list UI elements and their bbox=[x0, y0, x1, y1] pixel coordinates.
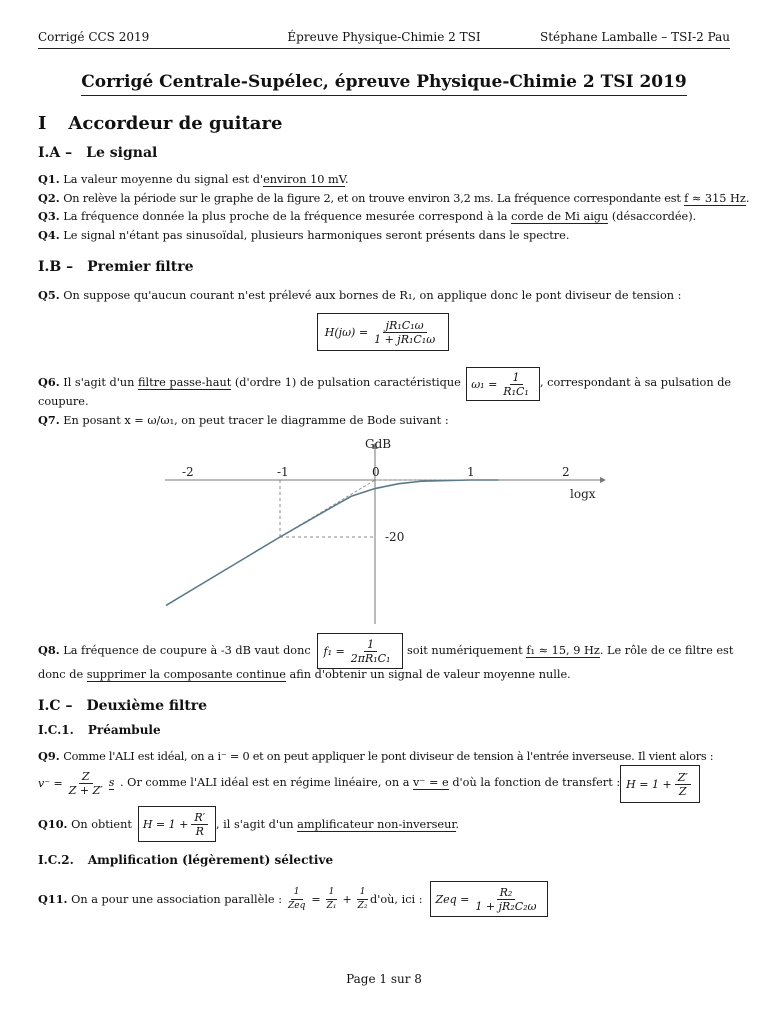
section-heading-a: I.A – Le signal bbox=[38, 145, 158, 161]
series-asymptote bbox=[166, 480, 499, 605]
x-tick-label: -2 bbox=[182, 465, 194, 479]
q11-inline-equation: $\frac{1}{\text{Zeq}}$ = $\frac{1}{\text{Z₁}}$ + $\frac{1}{\text{Z₂}}$ bbox=[288, 886, 368, 911]
q11-paragraph: Q11. On a pour une association parallèle : bbox=[38, 892, 283, 906]
q6-paragraph-line2: coupure. bbox=[38, 395, 89, 408]
q9-equation-box: H = 1 + $\frac{Z'}{Z}$ bbox=[620, 765, 700, 803]
q6-paragraph-end: , correspondant à sa pulsation de bbox=[540, 376, 732, 389]
section-heading-c: I.C – Deuxième filtre bbox=[38, 698, 208, 714]
q6-equation-box: ω₁ = $\frac{1}{\text{R₁C₁}}$ bbox=[466, 367, 540, 401]
document-title: Corrigé Centrale-Supélec, épreuve Physique-Chimie 2 TSI 2019 bbox=[0, 72, 768, 92]
q8-paragraph-line2: donc de supprimer la composante continue afin d'obtenir un signal de valeur moyenne nulle. bbox=[38, 668, 571, 681]
x-tick-label: -1 bbox=[277, 465, 289, 479]
q8-paragraph-mid: soit numériquement f₁ ≈ 15, 9 Hz. Le rôle de ce filtre est bbox=[407, 644, 734, 657]
q10-paragraph: Q10. On obtient bbox=[38, 817, 132, 831]
q11-equation-box: Zeq = $\frac{\text{R₂}}{\text{1 + jR₂C₂ω}}$ bbox=[430, 881, 548, 917]
bode-chart bbox=[160, 434, 610, 634]
q8-paragraph: Q8. La fréquence de coupure à -3 dB vaut donc bbox=[38, 643, 311, 657]
y-axis-label: GdB bbox=[365, 437, 392, 451]
q10-equation-box: H = 1 + $\frac{R'}{R}$ bbox=[138, 806, 216, 842]
q2-paragraph: Q2. On relève la période sur le graphe de la figure 2, et on trouve environ 3,2 ms. La fréquence correspondante est f ≈ 315 Hz. bbox=[38, 191, 750, 205]
x-tick-label: 1 bbox=[467, 465, 475, 479]
q3-paragraph: Q3. La fréquence donnée la plus proche de la fréquence mesurée correspond à la corde de Mi aigu (désaccordée). bbox=[38, 209, 697, 223]
q5-equation-box: H(jω) = $\frac{\text{jR₁C₁ω}}{\text{1 + jR₁C₁ω}}$ bbox=[317, 313, 449, 351]
header-center: Épreuve Physique-Chimie 2 TSI bbox=[287, 30, 481, 44]
q1-paragraph: Q1. La valeur moyenne du signal est d'environ 10 mV. bbox=[38, 172, 349, 186]
q8-equation-box: f₁ = $\frac{1}{\text{2πR₁C₁}}$ bbox=[317, 633, 403, 669]
x-tick-label: 2 bbox=[562, 465, 570, 479]
q11-paragraph-mid: d'où, ici : bbox=[370, 893, 423, 906]
q9-paragraph: Q9. Comme l'ALI est idéal, on a i⁻ = 0 et on peut appliquer le pont diviseur de tension à l'entrée inverseuse. Il vient alors : bbox=[38, 749, 714, 763]
header-left: Corrigé CCS 2019 bbox=[38, 30, 150, 44]
q4-paragraph: Q4. Le signal n'étant pas sinusoïdal, plusieurs harmoniques seront présents dans le spectre. bbox=[38, 228, 570, 242]
subsection-heading-c2: I.C.2. Amplification (légèrement) sélective bbox=[38, 853, 334, 867]
x-tick-label: 0 bbox=[372, 465, 380, 479]
series-gain bbox=[166, 480, 499, 605]
subsection-heading-c1: I.C.1. Préambule bbox=[38, 723, 161, 737]
header-rule bbox=[38, 48, 730, 49]
q9-inline-equation: v⁻ = $\frac{Z}{Z + Z'}$ s bbox=[38, 769, 115, 797]
header-right: Stéphane Lamballe – TSI-2 Pau bbox=[540, 30, 730, 44]
q6-paragraph: Q6. Il s'agit d'un filtre passe-haut (d'ordre 1) de pulsation caractéristique bbox=[38, 375, 461, 389]
annotation-label: -20 bbox=[385, 530, 405, 544]
page-footer: Page 1 sur 8 bbox=[346, 972, 422, 986]
q10-paragraph-end: , il s'agit d'un amplificateur non-inverseur. bbox=[216, 818, 460, 831]
section-heading-b: I.B – Premier filtre bbox=[38, 259, 194, 275]
q5-paragraph: Q5. On suppose qu'aucun courant n'est prélevé aux bornes de R₁, on applique donc le pont diviseur de tension : bbox=[38, 288, 682, 302]
x-axis-arrow bbox=[600, 477, 606, 483]
x-axis-label: logx bbox=[570, 487, 596, 501]
q9-paragraph-line2: . Or comme l'ALI idéal est en régime linéaire, on a v⁻ = e d'où la fonction de transfert : bbox=[120, 776, 621, 789]
q7-paragraph: Q7. En posant x = ω/ω₁, on peut tracer le diagramme de Bode suivant : bbox=[38, 413, 449, 427]
part-heading: I Accordeur de guitare bbox=[38, 113, 283, 134]
